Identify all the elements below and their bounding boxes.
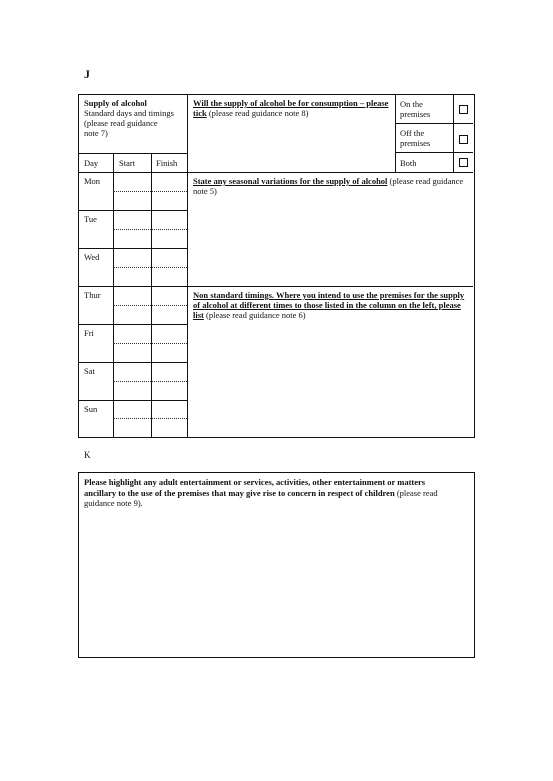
divider-day xyxy=(79,362,187,363)
on-premises-checkbox[interactable] xyxy=(459,105,468,114)
divider-day xyxy=(79,210,187,211)
divider-options xyxy=(395,95,396,172)
divider-dotted xyxy=(113,305,187,306)
divider-day xyxy=(79,324,187,325)
divider-dotted xyxy=(113,267,187,268)
day-label-thur: Thur xyxy=(84,290,101,300)
seasonal-variations-field[interactable] xyxy=(189,199,471,283)
divider-dotted xyxy=(113,418,187,419)
children-concern-note: (please read guidance note 9). xyxy=(84,487,438,508)
seasonal-variations-label xyxy=(193,176,471,196)
alcohol-supply-form xyxy=(78,94,475,438)
consumption-question-bold: Will the supply of alcohol be for consumption – please tick xyxy=(193,98,389,118)
col-header-start: Start xyxy=(119,158,136,168)
divider-main-vertical xyxy=(187,95,188,437)
divider-dotted xyxy=(113,381,187,382)
supply-title: Supply of alcohol xyxy=(84,98,147,108)
divider-dotted xyxy=(113,343,187,344)
day-label-tue: Tue xyxy=(84,214,97,224)
seasonal-note: (please read guidance note 5) xyxy=(193,176,464,196)
non-standard-bold: Non standard timings. Where you intend to use the premises for the supply of alcohol at different times to those listed in the column on the left, please list xyxy=(193,290,465,320)
option-on-premises: On the premises xyxy=(400,99,431,119)
day-label-mon: Mon xyxy=(84,176,101,186)
option-both: Both xyxy=(400,158,417,168)
day-label-sat: Sat xyxy=(84,366,95,376)
consumption-question-note: (please read guidance note 8) xyxy=(206,108,309,118)
day-label-wed: Wed xyxy=(84,252,100,262)
supply-subtitle: Standard days and timings (please read guidance note 7) xyxy=(84,108,174,138)
day-label-sun: Sun xyxy=(84,404,98,414)
divider-header-top xyxy=(79,153,187,154)
children-concern-field[interactable] xyxy=(83,517,469,653)
children-concern-form xyxy=(78,472,475,658)
divider-dotted xyxy=(113,229,187,230)
consumption-question xyxy=(193,98,391,118)
divider-day xyxy=(79,400,187,401)
children-concern-label xyxy=(84,477,454,509)
time-start-mon[interactable] xyxy=(114,173,150,210)
off-premises-checkbox[interactable] xyxy=(459,135,468,144)
children-concern-bold: Please highlight any adult entertainment or services, activities, other entertainment or matters ancillary to the use of the premises that may give rise to concern in respect of children xyxy=(84,477,426,498)
section-k-letter: K xyxy=(84,450,91,460)
divider-checkboxes xyxy=(453,95,454,172)
section-j-letter: J xyxy=(84,67,90,81)
option-off-premises: Off the premises xyxy=(400,128,431,148)
day-label-fri: Fri xyxy=(84,328,94,338)
divider-option-1 xyxy=(395,123,473,124)
divider-day xyxy=(79,248,187,249)
divider-day-thur xyxy=(79,286,473,287)
seasonal-bold: State any seasonal variations for the supply of alcohol xyxy=(193,176,388,186)
divider-option-2 xyxy=(395,152,473,153)
non-standard-timings-field[interactable] xyxy=(189,325,471,435)
col-header-finish: Finish xyxy=(156,158,178,168)
both-checkbox[interactable] xyxy=(459,158,468,167)
non-standard-timings-label xyxy=(193,290,471,320)
non-standard-note: (please read guidance note 6) xyxy=(203,310,306,320)
time-finish-mon[interactable] xyxy=(152,173,187,210)
col-header-day: Day xyxy=(84,158,99,168)
